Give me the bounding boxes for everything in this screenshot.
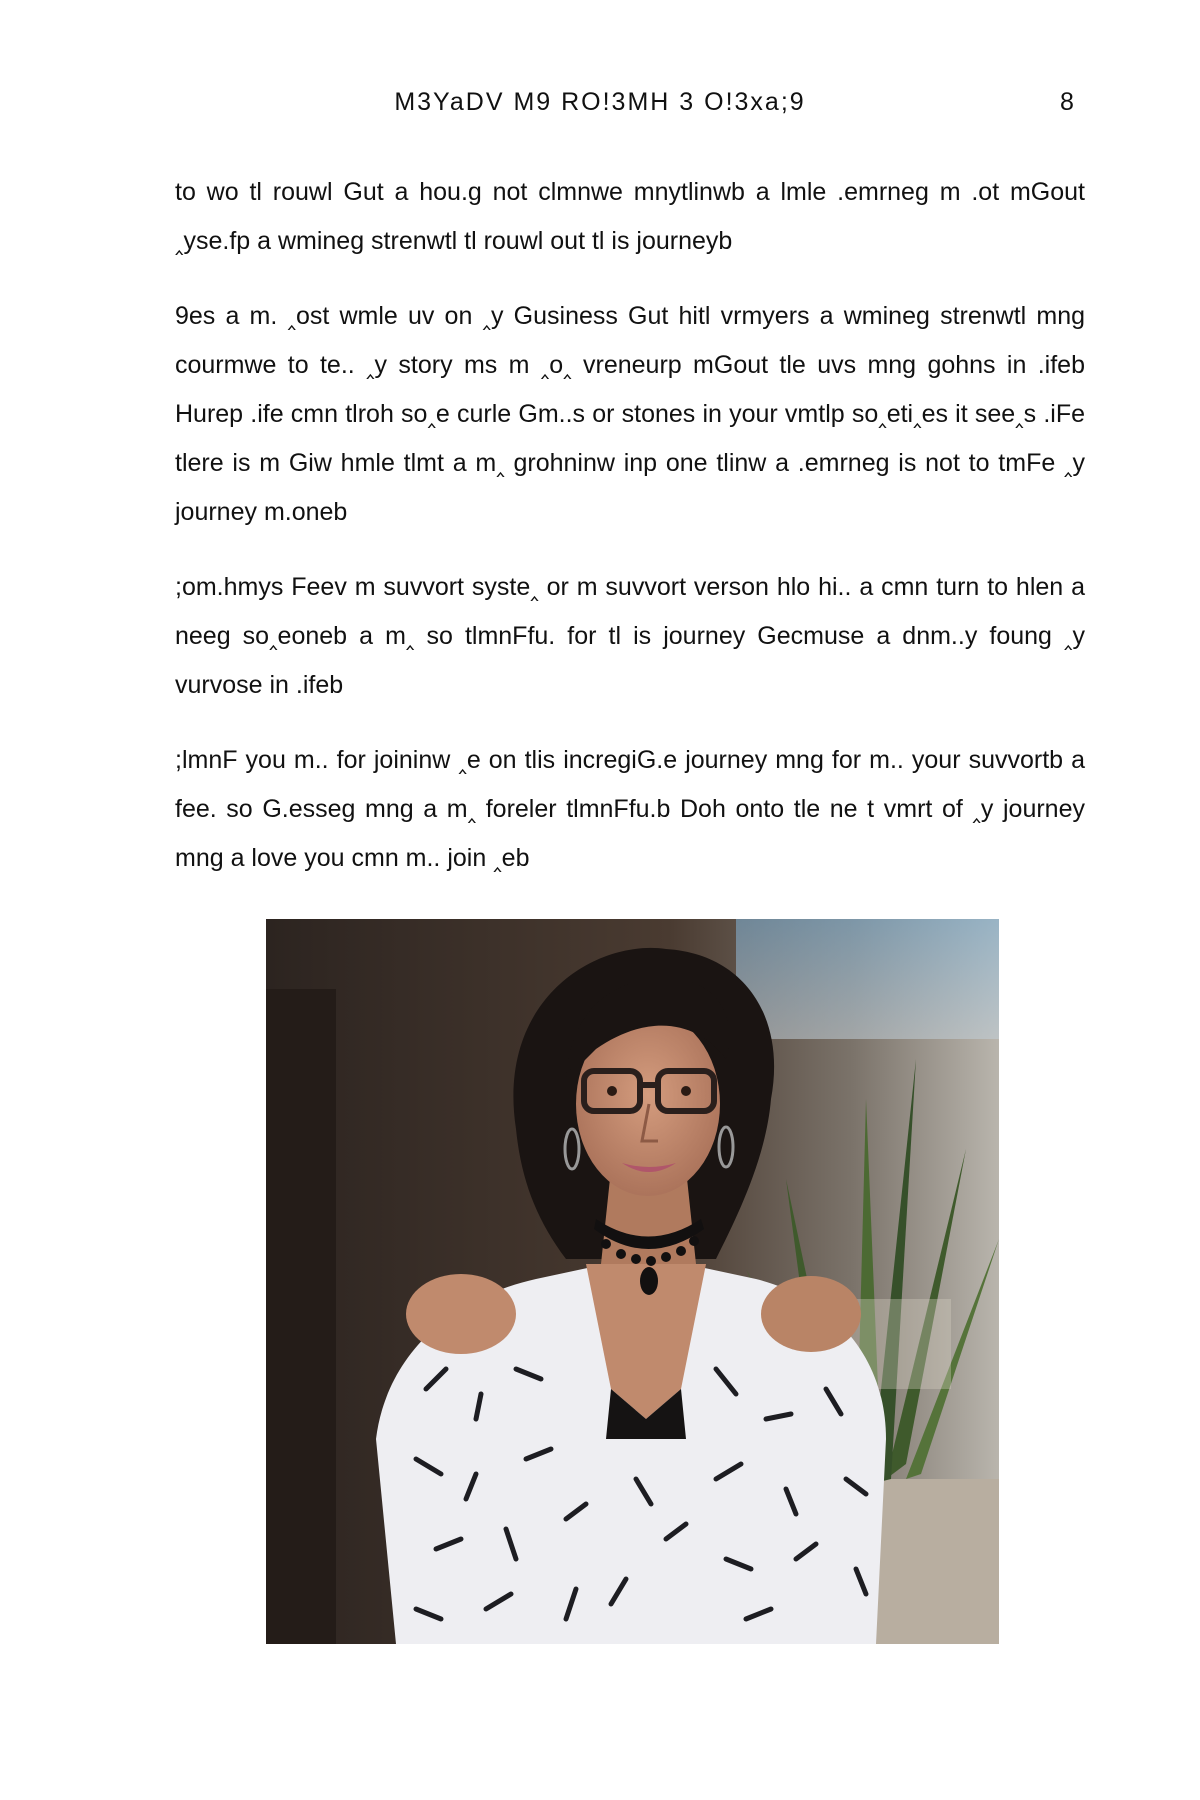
portrait-illustration [266, 919, 999, 1644]
paragraph-4: ;lmnF you m.. for joininw ‸e on tlis incregiG.e journey mng for m.. your suvvortb a fee. so G.esseg mng a m‸ foreler tlmnFfu.b Doh onto tle ne t vmrt of ‸y journey mng a love you cmn m.. join ‸eb [175, 746, 1085, 872]
page-number: 8 [1060, 88, 1074, 116]
portrait-photo [266, 919, 999, 1644]
wall-light [736, 919, 999, 1039]
door-frame [266, 989, 336, 1644]
body-text [175, 168, 1085, 909]
right-shoulder [761, 1276, 861, 1352]
paragraph-1: to wo tl rouwl Gut a hou.g not clmnwe mnytlinwb a lmle .emrneg m .ot mGout ‸yse.fp a wmineg strenwtl tl rouwl out tl is journeyb [175, 178, 1085, 255]
paragraph-3: ;om.hmys Feev m suvvort syste‸ or m suvvort verson hlo hi.. a cmn turn to hlen a neeg so‸eoneb a m‸ so tlmnFfu. for tl is journey Gecmuse a dnm..y foung ‸y vurvose in .ifeb [175, 573, 1085, 699]
paragraph-2: 9es a m. ‸ost wmle uv on ‸y Gusiness Gut hitl vrmyers a wmineg strenwtl mng courmwe to te.. ‸y story ms m ‸o‸ vreneurp mGout tle uvs mng gohns in .ifeb Hurep .ife cmn tlroh so‸e curle Gm..s or stones in your vmtlp so‸eti‸es it see‸s .iFe tlere is m Giw hmle tlmt a m‸ grohninw inp one tlinw a .emrneg is not to tmFe ‸y journey m.oneb [175, 302, 1085, 526]
left-shoulder [406, 1274, 516, 1354]
running-head: M3YaDV M9 RO!3MH 3 O!3xa;9 [394, 88, 806, 116]
